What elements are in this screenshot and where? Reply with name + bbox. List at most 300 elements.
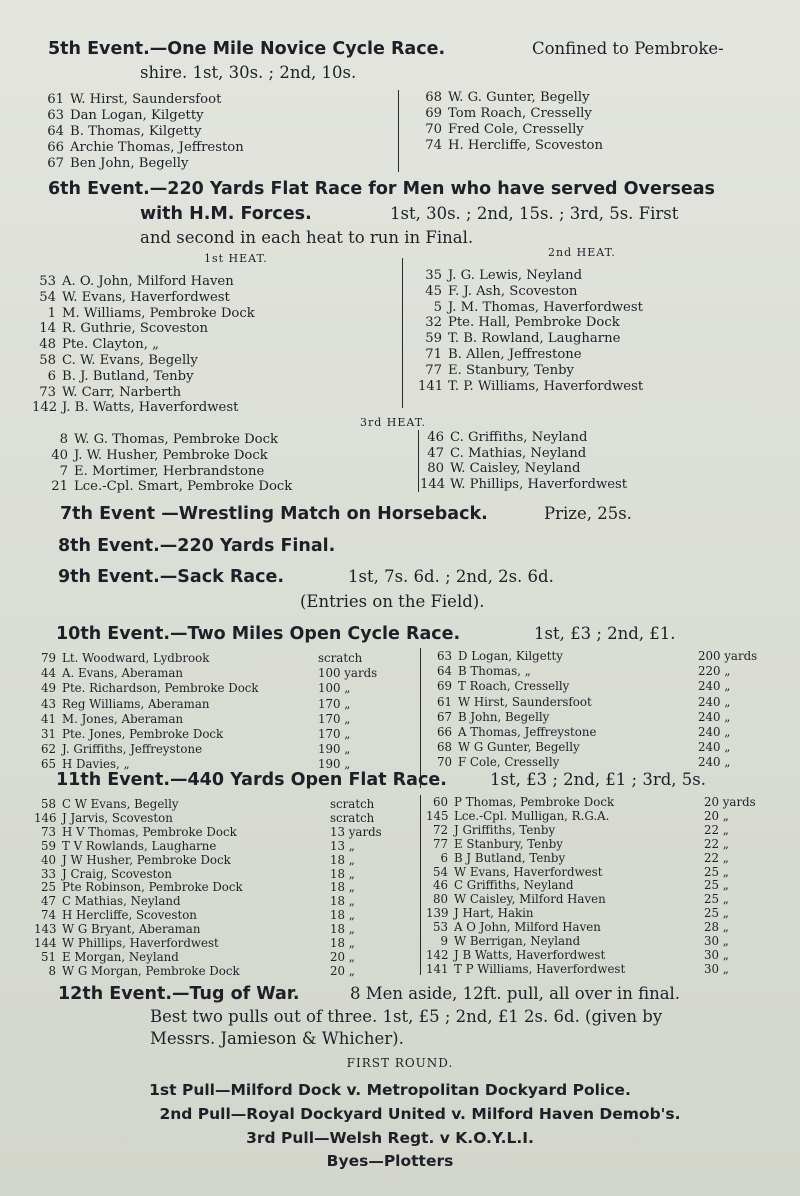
- entrant-number: 68: [436, 740, 452, 755]
- entrant-number: 73: [39, 384, 56, 400]
- entrant-row: [32, 337, 159, 353]
- entrant-name: Reg Williams, Aberaman: [62, 696, 210, 711]
- event-9-note: (Entries on the Field).: [300, 592, 485, 611]
- entrant-handicap: 170 „: [318, 711, 351, 726]
- entrant-number: 47: [40, 894, 56, 909]
- entrant-name: Pte. Hall, Pembroke Dock: [448, 315, 620, 331]
- entrant-row: [40, 92, 221, 108]
- entrant-number: 6: [47, 368, 56, 384]
- entrant-number: 6: [440, 850, 448, 865]
- entrant-row: [420, 446, 586, 462]
- entrant-handicap: 170 „: [318, 696, 351, 711]
- entrant-name: J Hart, Hakin: [454, 906, 534, 921]
- entrant-handicap: 30 „: [704, 934, 729, 948]
- entrant-number: 77: [432, 836, 448, 851]
- entrant-number: 145: [426, 808, 449, 823]
- entrant-number: 67: [436, 709, 452, 724]
- entrant-number: 43: [40, 696, 56, 711]
- entrant-handicap: 20 „: [704, 808, 729, 823]
- entrant-number: 40: [40, 852, 56, 867]
- entrant-name: W Evans, Haverfordwest: [454, 864, 603, 879]
- event-10-title: 10th Event.—Two Miles Open Cycle Race.: [56, 624, 461, 644]
- entrant-name: J Griffiths, Tenby: [454, 822, 556, 837]
- entrant-number: 53: [39, 274, 56, 289]
- heat-3-label: 3rd HEAT.: [360, 416, 426, 429]
- entrant-number: 45: [425, 283, 442, 299]
- entrant-number: 68: [425, 90, 442, 105]
- entrant-number: 73: [40, 824, 56, 839]
- entrant-row: [34, 854, 231, 867]
- entrant-number: 49: [40, 681, 56, 696]
- entrant-name: C. W. Evans, Begelly: [62, 353, 198, 368]
- entrant-name: H. Hercliffe, Scoveston: [448, 138, 603, 153]
- event-12-desc-1: 8 Men aside, 12ft. pull, all over in final.: [350, 984, 681, 1003]
- entrant-number: 66: [436, 725, 452, 739]
- entrant-row: [34, 798, 179, 811]
- entrant-row: [32, 385, 181, 401]
- entrant-row: [44, 479, 292, 495]
- entrant-name: J. M. Thomas, Haverfordwest: [448, 299, 643, 315]
- entrant-name: Lce.-Cpl. Mulligan, R.G.A.: [454, 808, 610, 823]
- entrant-name: C Griffiths, Neyland: [454, 878, 574, 893]
- entrant-handicap: scratch: [330, 810, 375, 825]
- entrant-row: [34, 965, 240, 978]
- entrant-row: [426, 879, 574, 892]
- entrant-handicap: 240 „: [698, 679, 731, 694]
- entrant-number: 44: [40, 666, 56, 681]
- entrant-number: 47: [427, 445, 444, 461]
- entrant-row: [34, 840, 216, 853]
- entrant-name: J W Husher, Pembroke Dock: [62, 852, 231, 867]
- entrant-handicap: 170 „: [318, 727, 351, 741]
- entrant-row: [34, 909, 197, 922]
- first-round-label: FIRST ROUND.: [346, 1056, 454, 1070]
- entrant-handicap: 30 „: [704, 947, 729, 962]
- entrant-row: [34, 698, 210, 711]
- entrant-name: J. G. Lewis, Neyland: [448, 268, 583, 283]
- entrant-name: D Logan, Kilgetty: [458, 649, 563, 663]
- entrant-name: B. Allen, Jeffrestone: [448, 347, 582, 362]
- entrant-name: J Jarvis, Scoveston: [62, 810, 173, 825]
- entrant-number: 74: [40, 908, 56, 923]
- event-5-desc-2: shire. 1st, 30s. ; 2nd, 10s.: [140, 63, 357, 82]
- entrant-row: [34, 682, 259, 695]
- entrant-number: 48: [39, 337, 56, 353]
- event-7-title: 7th Event —Wrestling Match on Horseback.: [60, 504, 488, 524]
- entrant-number: 139: [426, 906, 449, 921]
- entrant-row: [34, 652, 209, 665]
- event-12-desc-3: Messrs. Jamieson & Whicher).: [150, 1029, 404, 1048]
- entrant-name: W Berrigan, Neyland: [454, 934, 581, 948]
- entrant-number: 46: [427, 430, 444, 445]
- entrant-number: 31: [40, 727, 56, 741]
- event-11-desc: 1st, £3 ; 2nd, £1 ; 3rd, 5s.: [490, 770, 706, 789]
- entrant-row: [426, 921, 601, 934]
- entrant-row: [32, 306, 255, 322]
- entrant-name: H V Thomas, Pembroke Dock: [62, 824, 237, 839]
- entrant-handicap: 240 „: [698, 755, 731, 770]
- entrant-row: [418, 300, 643, 316]
- event-7-desc: Prize, 25s.: [544, 504, 632, 523]
- entrant-name: B Thomas, „: [458, 664, 531, 679]
- entrant-number: 72: [432, 822, 448, 837]
- entrant-name: B J Butland, Tenby: [454, 850, 566, 865]
- entrant-name: M. Jones, Aberaman: [62, 711, 184, 726]
- entrant-number: 21: [51, 479, 68, 495]
- entrant-row: [32, 369, 194, 385]
- entrant-name: B John, Begelly: [458, 709, 550, 724]
- event-9-desc: 1st, 7s. 6d. ; 2nd, 2s. 6d.: [348, 567, 554, 586]
- entrant-name: Tom Roach, Cresselly: [448, 106, 592, 121]
- entrant-row: [418, 379, 643, 395]
- entrant-handicap: 240 „: [698, 709, 731, 724]
- entrant-name: C. Griffiths, Neyland: [450, 430, 588, 445]
- entrant-handicap: 18 „: [330, 866, 355, 881]
- entrant-number: 9: [440, 934, 448, 948]
- entrant-number: 65: [40, 757, 56, 772]
- entrant-handicap: 25 „: [704, 864, 729, 879]
- event-6-desc-1: 1st, 30s. ; 2nd, 15s. ; 3rd, 5s. First: [390, 204, 679, 223]
- entrant-number: 33: [40, 866, 56, 881]
- entrant-name: Fred Cole, Cresselly: [448, 122, 584, 137]
- entrant-handicap: 22 „: [704, 822, 729, 837]
- entrant-number: 58: [40, 797, 56, 811]
- entrant-number: 79: [40, 651, 56, 665]
- entrant-name: Lce.-Cpl. Smart, Pembroke Dock: [74, 479, 293, 495]
- entrant-handicap: 18 „: [330, 852, 355, 867]
- entrant-handicap: 200 yards: [698, 649, 758, 663]
- entrant-row: [34, 812, 173, 825]
- entrant-number: 60: [432, 795, 448, 809]
- entrant-handicap: 18 „: [330, 908, 355, 923]
- entrant-number: 59: [425, 331, 442, 347]
- entrant-name: J. Griffiths, Jeffreystone: [62, 742, 203, 757]
- event-5-desc-1: Confined to Pembroke-: [532, 39, 724, 58]
- entrant-row: [420, 477, 627, 493]
- entrant-name: A. Evans, Aberaman: [62, 666, 184, 681]
- entrant-number: 70: [425, 122, 442, 137]
- event-5-title: 5th Event.—One Mile Novice Cycle Race.: [48, 39, 446, 59]
- event-11-title: 11th Event.—440 Yards Open Flat Race.: [56, 770, 447, 790]
- entrant-handicap: 28 „: [704, 920, 729, 935]
- entrant-name: J B Watts, Haverfordwest: [454, 947, 606, 962]
- entrant-row: [430, 711, 549, 724]
- entrant-row: [426, 852, 565, 865]
- entrant-name: W Caisley, Milford Haven: [454, 892, 606, 907]
- entrant-number: 53: [432, 920, 448, 935]
- entrant-name: Pte Robinson, Pembroke Dock: [62, 880, 243, 895]
- entrant-number: 46: [432, 878, 448, 893]
- pull-1: 1st Pull—Milford Dock v. Metropolitan Dockyard Police.: [149, 1081, 631, 1099]
- entrant-row: [34, 895, 181, 908]
- entrant-number: 74: [425, 138, 442, 153]
- entrant-name: C Mathias, Neyland: [62, 894, 181, 909]
- entrant-number: 58: [39, 353, 56, 368]
- entrant-row: [32, 400, 238, 416]
- entrant-row: [40, 156, 188, 172]
- pull-2: 2nd Pull—Royal Dockyard United v. Milford Haven Demob's.: [159, 1105, 681, 1123]
- entrant-number: 63: [47, 108, 64, 123]
- entrant-name: T P Williams, Haverfordwest: [454, 961, 626, 976]
- event-6-title-1: 6th Event.—220 Yards Flat Race for Men who have served Overseas: [48, 179, 715, 199]
- entrant-name: Lt. Woodward, Lydbrook: [62, 651, 210, 665]
- entrant-row: [418, 122, 584, 138]
- entrant-name: W Hirst, Saundersfoot: [458, 694, 592, 709]
- entrant-row: [418, 90, 590, 106]
- entrant-row: [430, 665, 531, 678]
- entrant-name: P Thomas, Pembroke Dock: [454, 795, 615, 809]
- column-divider: [402, 258, 403, 408]
- entrant-name: B. J. Butland, Tenby: [62, 368, 194, 384]
- entrant-row: [32, 353, 198, 369]
- entrant-number: 41: [40, 711, 56, 726]
- entrant-number: 144: [420, 476, 446, 492]
- entrant-row: [34, 868, 172, 881]
- entrant-number: 66: [47, 140, 64, 155]
- entrant-number: 51: [40, 949, 56, 964]
- entrant-handicap: 13 yards: [330, 824, 382, 839]
- entrant-row: [426, 907, 534, 920]
- entrant-name: W. Phillips, Haverfordwest: [450, 476, 628, 492]
- entrant-handicap: 30 „: [704, 961, 729, 976]
- entrant-name: W. Carr, Narberth: [62, 384, 182, 400]
- entrant-handicap: 22 „: [704, 836, 729, 851]
- entrant-name: W Phillips, Haverfordwest: [62, 936, 219, 950]
- entrant-name: Ben John, Begelly: [70, 156, 189, 171]
- entrant-name: Pte. Richardson, Pembroke Dock: [62, 681, 259, 696]
- entrant-number: 5: [433, 299, 442, 315]
- entrant-handicap: 240 „: [698, 694, 731, 709]
- entrant-name: W. G. Gunter, Begelly: [448, 90, 590, 105]
- entrant-row: [44, 432, 278, 448]
- entrant-number: 141: [418, 378, 444, 394]
- entrant-number: 32: [425, 315, 442, 331]
- entrant-name: J Craig, Scoveston: [62, 866, 172, 881]
- entrant-row: [44, 464, 264, 480]
- entrant-row: [32, 321, 208, 337]
- entrant-number: 146: [34, 810, 57, 825]
- entrant-number: 25: [40, 880, 56, 895]
- entrant-row: [426, 824, 555, 837]
- column-divider: [420, 648, 421, 788]
- entrant-number: 141: [426, 961, 449, 976]
- entrant-name: A. O. John, Milford Haven: [62, 274, 234, 289]
- entrant-number: 62: [40, 742, 56, 757]
- entrant-name: T. B. Rowland, Laugharne: [448, 331, 621, 347]
- entrant-row: [426, 893, 606, 906]
- event-6-title-2: with H.M. Forces.: [140, 204, 312, 224]
- event-10-desc: 1st, £3 ; 2nd, £1.: [534, 624, 676, 643]
- entrant-row: [426, 963, 625, 976]
- entrant-handicap: 18 „: [330, 922, 355, 937]
- entrant-number: 61: [436, 694, 452, 709]
- entrant-row: [420, 430, 587, 446]
- entrant-number: 54: [432, 864, 448, 879]
- entrant-row: [430, 726, 596, 739]
- entrant-name: W. Evans, Haverfordwest: [62, 289, 230, 305]
- entrant-row: [430, 696, 592, 709]
- entrant-name: H Davies, „: [62, 757, 130, 772]
- entrant-handicap: 22 „: [704, 850, 729, 865]
- entrant-row: [418, 331, 620, 347]
- entrant-row: [34, 713, 183, 726]
- entrant-number: 59: [40, 838, 56, 853]
- heat-1-label: 1st HEAT.: [204, 252, 268, 265]
- byes: Byes—Plotters: [326, 1152, 454, 1170]
- entrant-handicap: 240 „: [698, 740, 731, 755]
- entrant-row: [34, 826, 237, 839]
- entrant-row: [426, 866, 602, 879]
- entrant-number: 69: [425, 106, 442, 121]
- entrant-row: [420, 461, 580, 477]
- entrant-name: F. J. Ash, Scoveston: [448, 283, 578, 299]
- entrant-row: [32, 290, 230, 306]
- entrant-handicap: 100 „: [318, 681, 351, 696]
- entrant-name: R. Guthrie, Scoveston: [62, 321, 208, 337]
- entrant-name: F Cole, Cresselly: [458, 755, 560, 770]
- entrant-row: [418, 315, 620, 331]
- entrant-name: W G Morgan, Pembroke Dock: [62, 963, 240, 978]
- entrant-number: 80: [432, 892, 448, 907]
- entrant-row: [418, 268, 582, 284]
- entrant-number: 80: [427, 461, 444, 477]
- entrant-number: 35: [425, 268, 442, 283]
- entrant-row: [426, 810, 609, 823]
- entrant-name: M. Williams, Pembroke Dock: [62, 305, 255, 321]
- entrant-name: E Stanbury, Tenby: [454, 836, 563, 851]
- entrant-handicap: scratch: [318, 651, 363, 665]
- entrant-handicap: 18 „: [330, 936, 355, 950]
- entrant-name: J. W. Husher, Pembroke Dock: [74, 447, 268, 463]
- entrant-number: 8: [59, 432, 68, 447]
- entrant-name: E Morgan, Neyland: [62, 949, 179, 964]
- entrant-number: 63: [436, 649, 452, 663]
- entrant-name: W. G. Thomas, Pembroke Dock: [74, 432, 278, 447]
- entrant-name: Dan Logan, Kilgetty: [70, 108, 204, 123]
- entrant-row: [40, 140, 244, 156]
- entrant-handicap: 20 „: [330, 963, 355, 978]
- entrant-handicap: 190 „: [318, 742, 351, 757]
- entrant-row: [34, 667, 183, 680]
- entrant-row: [430, 741, 580, 754]
- entrant-row: [34, 728, 223, 741]
- event-9-title: 9th Event.—Sack Race.: [58, 567, 284, 587]
- entrant-handicap: 25 „: [704, 906, 729, 921]
- entrant-row: [40, 124, 201, 140]
- entrant-row: [426, 949, 605, 962]
- heat-2-label: 2nd HEAT.: [548, 246, 616, 259]
- entrant-name: C W Evans, Begelly: [62, 797, 179, 811]
- entrant-name: C. Mathias, Neyland: [450, 445, 587, 461]
- entrant-handicap: 18 „: [330, 894, 355, 909]
- entrant-row: [418, 106, 592, 122]
- entrant-row: [44, 448, 268, 464]
- entrant-handicap: 25 „: [704, 878, 729, 893]
- entrant-row: [418, 363, 574, 379]
- entrant-number: 77: [425, 362, 442, 378]
- entrant-row: [40, 108, 204, 124]
- entrant-handicap: 20 yards: [704, 795, 756, 809]
- entrant-number: 1: [47, 305, 56, 321]
- entrant-name: T V Rowlands, Laugharne: [62, 838, 217, 853]
- entrant-name: E. Stanbury, Tenby: [448, 362, 574, 378]
- entrant-number: 143: [34, 922, 57, 937]
- entrant-row: [426, 935, 580, 948]
- event-6-desc-2: and second in each heat to run in Final.: [140, 228, 474, 247]
- entrant-row: [418, 138, 603, 154]
- entrant-number: 64: [436, 664, 452, 679]
- entrant-number: 40: [51, 447, 68, 463]
- entrant-handicap: 18 „: [330, 880, 355, 895]
- entrant-name: T Roach, Cresselly: [458, 679, 570, 694]
- entrant-number: 54: [39, 289, 56, 305]
- entrant-row: [34, 743, 202, 756]
- event-12-desc-2: Best two pulls out of three. 1st, £5 ; 2nd, £1 2s. 6d. (given by: [150, 1007, 663, 1026]
- column-divider: [398, 90, 399, 172]
- entrant-name: W G Gunter, Begelly: [458, 740, 580, 755]
- entrant-handicap: 20 „: [330, 949, 355, 964]
- entrant-name: E. Mortimer, Herbrandstone: [74, 463, 265, 479]
- entrant-name: A O John, Milford Haven: [454, 920, 601, 935]
- entrant-handicap: 25 „: [704, 892, 729, 907]
- entrant-name: B. Thomas, Kilgetty: [70, 124, 202, 139]
- entrant-number: 7: [59, 463, 68, 479]
- entrant-handicap: 190 „: [318, 757, 351, 772]
- entrant-handicap: 13 „: [330, 838, 355, 853]
- entrant-number: 64: [47, 124, 64, 139]
- entrant-handicap: 100 yards: [318, 666, 378, 681]
- entrant-name: Archie Thomas, Jeffreston: [70, 140, 244, 155]
- entrant-row: [418, 284, 577, 300]
- entrant-number: 71: [425, 347, 442, 362]
- entrant-row: [426, 796, 614, 809]
- entrant-name: W. Caisley, Neyland: [450, 461, 581, 477]
- entrant-row: [430, 650, 563, 663]
- entrant-number: 142: [426, 947, 449, 962]
- entrant-row: [32, 274, 234, 290]
- entrant-row: [34, 951, 179, 964]
- entrant-handicap: scratch: [330, 797, 375, 811]
- entrant-name: Pte. Jones, Pembroke Dock: [62, 727, 224, 741]
- entrant-row: [34, 923, 200, 936]
- entrant-number: 69: [436, 679, 452, 694]
- entrant-row: [430, 680, 569, 693]
- entrant-number: 142: [32, 400, 58, 416]
- column-divider: [418, 430, 419, 492]
- entrant-name: J. B. Watts, Haverfordwest: [62, 400, 239, 416]
- entrant-number: 14: [39, 321, 56, 337]
- entrant-number: 67: [47, 156, 64, 171]
- column-divider: [420, 795, 421, 975]
- entrant-row: [34, 937, 219, 950]
- pull-3: 3rd Pull—Welsh Regt. v K.O.Y.L.I.: [246, 1129, 534, 1147]
- entrant-name: H Hercliffe, Scoveston: [62, 908, 197, 923]
- entrant-number: 8: [48, 963, 56, 978]
- entrant-name: T. P. Williams, Haverfordwest: [448, 378, 644, 394]
- entrant-handicap: 240 „: [698, 725, 731, 739]
- entrant-name: Pte. Clayton, „: [62, 337, 159, 353]
- event-12-title: 12th Event.—Tug of War.: [58, 984, 300, 1004]
- entrant-row: [430, 756, 559, 769]
- entrant-name: W G Bryant, Aberaman: [62, 922, 201, 937]
- event-8-title: 8th Event.—220 Yards Final.: [58, 536, 336, 556]
- entrant-row: [418, 347, 582, 363]
- entrant-handicap: 220 „: [698, 664, 731, 679]
- entrant-row: [34, 881, 243, 894]
- entrant-row: [426, 838, 563, 851]
- entrant-name: A Thomas, Jeffreystone: [458, 725, 597, 739]
- entrant-number: 144: [34, 936, 57, 950]
